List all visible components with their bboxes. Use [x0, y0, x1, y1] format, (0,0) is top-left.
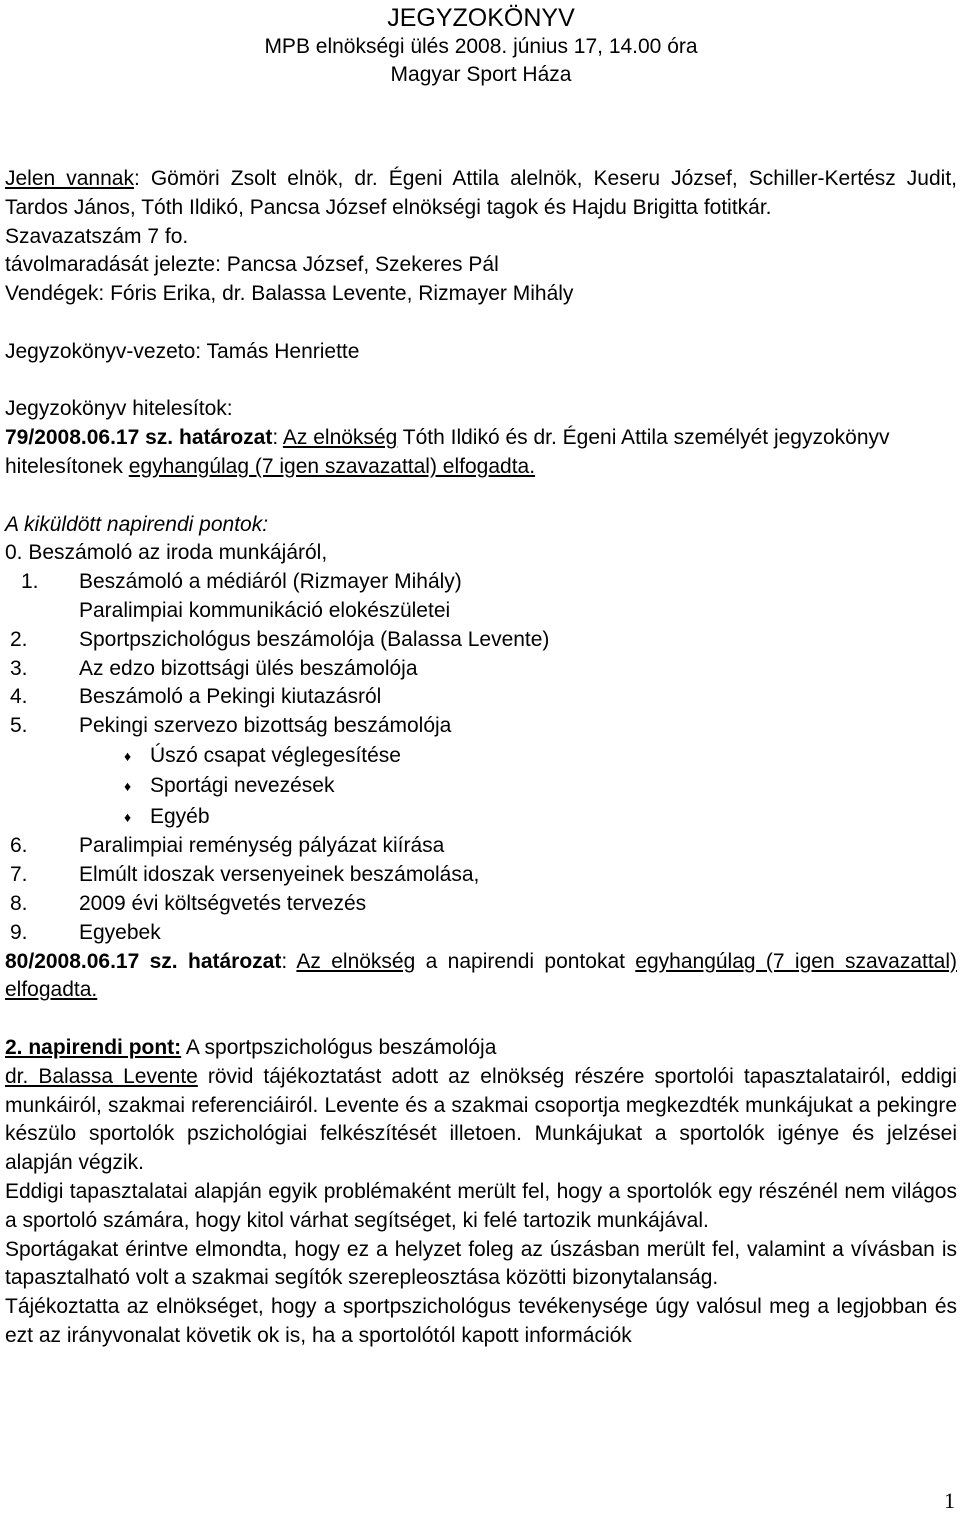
present-label: Jelen vannak	[5, 167, 134, 190]
attendance-paragraph	[5, 165, 957, 223]
agenda-item: 6. Paralimpiai reménység pályázat kiírása	[10, 834, 445, 858]
document-body	[5, 0, 957, 1351]
agenda-item: 4. Beszámoló a Pekingi kiutazásról	[10, 685, 382, 709]
agenda-subitem: ♦ Úszó csapat véglegesítése	[5, 741, 957, 772]
agenda-heading: A kiküldött napirendi pontok:	[5, 512, 269, 536]
resolution-79-decision: egyhangúlag (7 igen szavazattal) elfogadta.	[128, 454, 536, 478]
agenda-subitem: ♦ Sportági nevezések	[5, 771, 957, 802]
authenticators-label: Jegyzokönyv hitelesítok:	[5, 397, 233, 421]
resolution-79-board: Az elnökség	[282, 426, 398, 450]
guests-line: Vendégek: Fóris Erika, dr. Balassa Levente, Rizmayer Mihály	[5, 282, 574, 306]
agenda-item: 0. Beszámoló az iroda munkájáról,	[5, 541, 328, 565]
agenda-subitem: ♦ Egyéb	[5, 802, 957, 833]
agenda-item: 2. Sportpszichológus beszámolója (Balassa Levente)	[10, 627, 550, 651]
agenda-list	[5, 539, 957, 741]
present-text: : Gömöri Zsolt elnök, dr. Égeni Attila alelnök, Keseru József, Schiller-Kertész Judit, Tardos János, Tóth Ildikó, Pancsa József elnökségi tagok és Hajdu Brigitta fotitkár.	[5, 167, 957, 219]
resolution-80-keyword: határozat	[188, 949, 282, 973]
agenda-item: 9. Egyebek	[10, 920, 161, 944]
minutes-keeper: Jegyzokönyv-vezeto: Tamás Henriette	[5, 339, 360, 363]
section-2-paragraph-1: dr. Balassa Levente rövid tájékoztatást adott az elnökség részére sportolói tapasztalatairól, eddigi munkáiról, szakmai referenciáiról. Levente és a szakmai csoportja megkezdték munkájukat a pekingre készülo sportolók pszichológiai felkészítését illetoen. Munkájukat a sportolók igénye és jelzései alapján végzik.	[5, 1064, 957, 1175]
section-2-paragraph-3: Sportágakat érintve elmondta, hogy ez a helyzet foleg az úszásban merült fel, valamint a vívásban is tapasztalható volt a szakmai segítók szerepleosztása közötti bizonytalanság.	[5, 1237, 957, 1290]
resolution-80-text: a napirendi pontokat	[425, 949, 625, 973]
document-title: JEGYZOKÖNYV	[387, 4, 575, 32]
resolution-79-keyword: határozat	[179, 426, 273, 450]
section-2-heading: 2. napirendi pont: A sportpszichológus beszámolója	[5, 1036, 497, 1060]
meeting-location: Magyar Sport Háza	[390, 63, 572, 86]
diamond-bullet-icon: ♦	[124, 747, 132, 764]
meeting-subtitle: MPB elnökségi ülés 2008. június 17, 14.00 óra	[264, 35, 698, 58]
resolution-79: 79/2008.06.17 sz. határozat: Az elnökség Tóth Ildikó és dr. Égeni Attila személyét jegyzokönyv hitelesítonek egyhangúlag (7 igen szavazattal) elfogadta.	[5, 426, 890, 478]
agenda-sublist	[5, 741, 957, 833]
speaker-name: dr. Balassa Levente	[5, 1064, 198, 1088]
section-2-paragraph-2: Eddigi tapasztalatai alapján egyik problémaként merült fel, hogy a sportolók egy részénél nem világos a sportoló számára, hogy kitol várhat segítséget, ki felé tartozik munkájával.	[5, 1180, 957, 1232]
resolution-80: 80/2008.06.17 sz. határozat: Az elnökség a napirendi pontokat egyhangúlag (7 igen szavazattal) elfogadta.	[5, 949, 957, 1002]
agenda-item: 7. Elmúlt idoszak versenyeinek beszámolása,	[10, 863, 480, 887]
resolution-80-decision: egyhangúlag (7 igen szavazattal) elfogadta.	[5, 949, 957, 1002]
agenda-list-continued	[5, 832, 957, 947]
section-2-paragraph-4: Tájékoztatta az elnökséget, hogy a sportpszichológus tevékenysége úgy valósul meg a legjobban és ezt az irányvonalat követik ok is, ha a sportolótól kapott információk	[5, 1295, 957, 1347]
document-header	[5, 0, 957, 89]
agenda-item: 1. Beszámoló a médiáról (Rizmayer Mihály) Paralimpiai kommunikáció elokészületei	[21, 570, 462, 622]
diamond-bullet-icon: ♦	[124, 808, 132, 825]
resolution-79-text: Tóth Ildikó és dr. Égeni Attila személyét jegyzokönyv hitelesítonek	[5, 426, 890, 478]
resolution-79-number: 79/2008.06.17 sz.	[5, 426, 174, 450]
agenda-item: 5. Pekingi szervezo bizottság beszámolója	[10, 714, 452, 738]
diamond-bullet-icon: ♦	[124, 778, 132, 795]
page-number: 1	[944, 1488, 955, 1513]
vote-count: Szavazatszám 7 fo.	[5, 224, 189, 248]
resolution-80-number: 80/2008.06.17 sz.	[5, 949, 178, 973]
absent-line: távolmaradását jelezte: Pancsa József, Szekeres Pál	[5, 253, 499, 277]
agenda-item: 3. Az edzo bizottsági ülés beszámolója	[10, 656, 418, 680]
resolution-80-board: Az elnökség	[296, 949, 416, 973]
agenda-item: 8. 2009 évi költségvetés tervezés	[10, 892, 367, 916]
